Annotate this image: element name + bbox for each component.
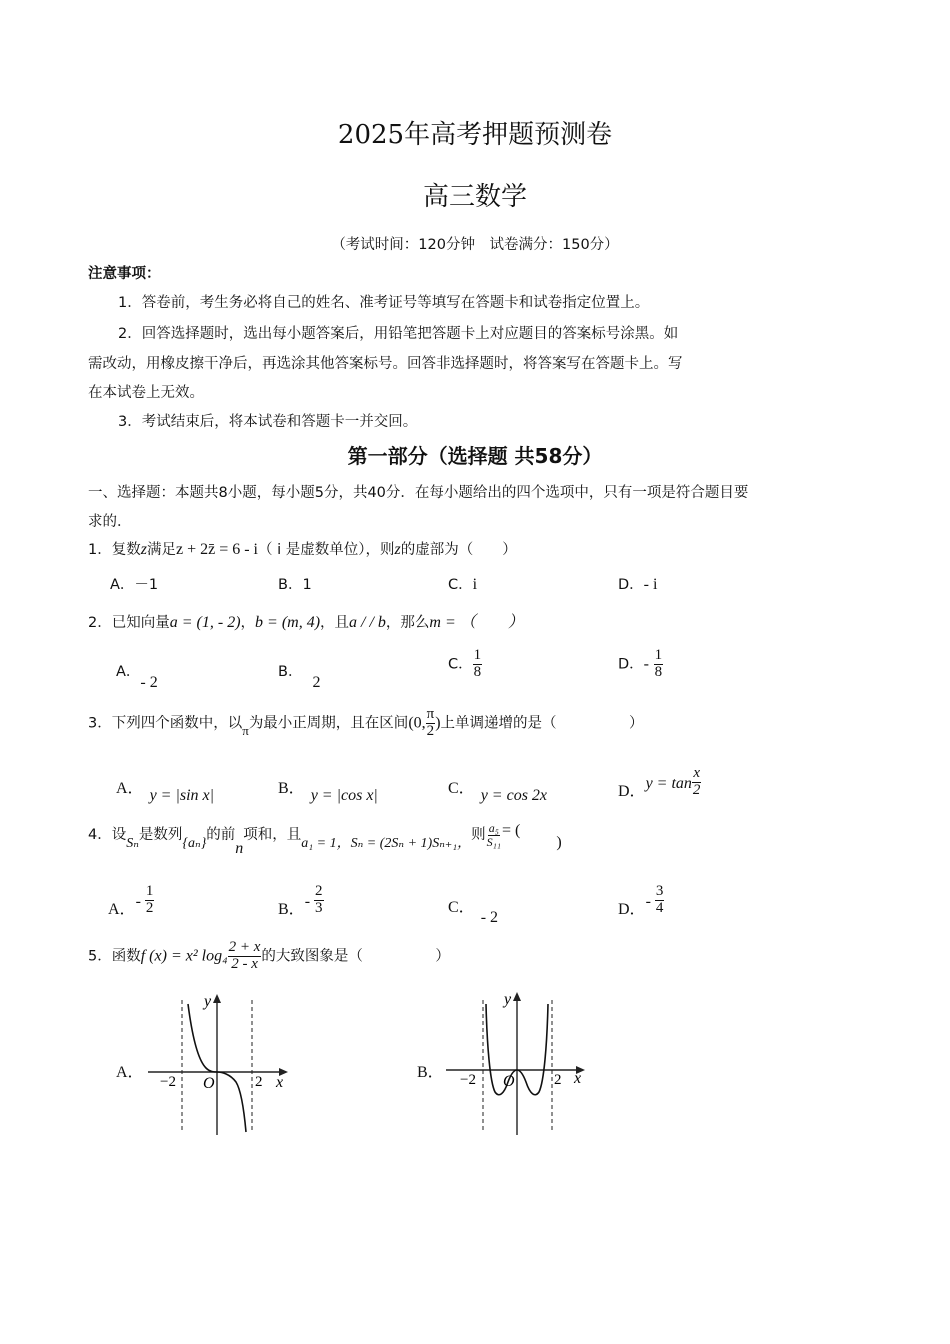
q4-option-b[interactable]	[278, 884, 324, 917]
option-fraction	[655, 884, 665, 917]
question-text: 复数	[111, 542, 141, 558]
y-axis-label: y	[204, 993, 212, 1010]
note-item-3: 3．考试结束后，将本试卷和答题卡一并交回。	[118, 414, 418, 430]
question-number: 3．	[88, 715, 112, 732]
question-text: （ i 是虚数单位），则	[258, 542, 395, 558]
fraction-numerator: 2	[315, 883, 323, 899]
question-text: 项和，且	[243, 827, 302, 844]
condition-formula: z + 2z̄ = 6 - i	[175, 541, 258, 558]
question-text: 设	[111, 827, 127, 844]
question-1	[88, 538, 517, 559]
question-text: 为最小正周期，且在区间	[248, 715, 409, 732]
fraction-numerator: x	[693, 765, 700, 781]
option-fraction	[692, 766, 702, 799]
tick-label-neg2: −2	[460, 1072, 476, 1088]
q5-option-b-graph[interactable]	[440, 990, 600, 1140]
q4-option-c[interactable]	[448, 894, 499, 926]
fraction-denominator: 8	[473, 663, 482, 680]
vector-b: b = (m, 4)	[255, 614, 321, 631]
option-value: - 2	[480, 909, 499, 926]
fraction-numerator: a₅	[488, 821, 499, 835]
fraction-denominator: 2	[145, 899, 154, 916]
note-item-1: 1．答卷前，考生务必将自己的姓名、准考证号等填写在答题卡和试卷指定位置上。	[118, 295, 650, 311]
question-text: 上单调递增的是（ ）	[440, 715, 644, 732]
question-text: 则	[471, 827, 486, 844]
q1-option-a[interactable]: A．－1	[110, 577, 159, 593]
fraction-numerator: 1	[654, 647, 663, 663]
option-label: D．	[618, 577, 644, 593]
fraction-denominator: 3	[315, 899, 323, 916]
var-z: z	[394, 541, 401, 558]
question-4	[88, 821, 562, 858]
question-number: 1．	[88, 542, 112, 558]
question-3	[88, 707, 644, 740]
fraction-denominator: 4	[655, 899, 664, 916]
option-value: - 2	[140, 674, 158, 691]
option-label: A．	[108, 900, 136, 918]
option-label: C．	[448, 899, 475, 916]
option-label: A．	[116, 780, 144, 797]
question-text: 是数列	[138, 827, 183, 844]
option-label: B．	[278, 780, 305, 797]
question-text: 的前	[206, 827, 236, 844]
question-text: ，且	[320, 615, 350, 631]
part1-instructions-line-2: 求的．	[88, 514, 132, 530]
q3-option-b[interactable]	[278, 775, 378, 804]
fraction-denominator: S₁₁	[486, 834, 501, 849]
exam-title: 2025年高考押题预测卷	[337, 120, 613, 150]
log-argument-fraction	[228, 940, 262, 973]
option-value: y = |sin x|	[149, 787, 215, 804]
option-value: y = |cos x|	[310, 787, 378, 804]
option-sign: -	[135, 892, 141, 910]
q2-option-a[interactable]	[116, 660, 158, 691]
option-label: C．	[448, 577, 473, 593]
var-m: m = （ ）	[429, 614, 524, 631]
q2-option-d[interactable]	[618, 648, 663, 681]
q4-option-d[interactable]	[618, 884, 664, 917]
fraction-numerator: 1	[145, 883, 154, 899]
sum-sn: Sₙ	[126, 836, 139, 852]
q3-option-c[interactable]	[448, 775, 548, 804]
fraction-numerator: 1	[473, 647, 482, 663]
q1-option-d[interactable]	[618, 573, 657, 594]
exam-info: （考试时间：120分钟 试卷满分：150分）	[331, 237, 619, 253]
option-label: B．	[278, 664, 303, 680]
fraction-denominator: 8	[654, 663, 663, 680]
option-value: i	[472, 576, 478, 593]
x-axis-label: x	[574, 1070, 582, 1087]
question-text: 函数	[111, 948, 141, 965]
fraction-numerator: 3	[655, 883, 664, 899]
option-value: y = tan	[645, 774, 692, 792]
interval-open: (0,	[408, 714, 426, 732]
question-text: 已知向量	[111, 615, 170, 631]
option-fraction	[473, 648, 483, 681]
question-text: 下列四个函数中，以	[111, 715, 243, 732]
tick-label-neg2: −2	[160, 1074, 176, 1090]
y-axis-arrow	[213, 994, 221, 1003]
option-label: D．	[618, 900, 646, 918]
part1-instructions-line-1: 一、选择题：本题共8小题，每小题5分，共40分．在每小题给出的四个选项中，只有一项是符合题目要	[88, 485, 749, 501]
tick-label-pos2: 2	[255, 1074, 263, 1090]
interval-fraction	[426, 707, 436, 740]
note-item-2-line-2: 需改动，用橡皮擦干净后，再选涂其他答案标号。回答非选择题时，将答案写在答题卡上。写	[88, 356, 683, 372]
sequence-an: {aₙ}	[182, 836, 207, 852]
exam-subject: 高三数学	[422, 182, 527, 212]
fraction-denominator: 2	[692, 781, 701, 798]
function-formula: f (x) = x² log₄	[140, 947, 228, 965]
close-paren: )	[556, 834, 562, 852]
question-text: ，那么	[385, 615, 430, 631]
option-label: D．	[618, 782, 646, 800]
option-value: 2	[312, 674, 321, 691]
option-fraction	[314, 884, 324, 917]
note-item-2-line-3: 在本试卷上无效。	[88, 385, 204, 401]
question-text: 的虚部为（ ）	[400, 542, 517, 558]
question-2: 2．已知向量a = (1, - 2)，b = (m, 4)，且a / / b，那么m = （ ）	[88, 614, 524, 631]
origin-label: O	[203, 1075, 215, 1092]
x-axis-label: x	[276, 1074, 284, 1091]
notes-heading: 注意事项：	[88, 266, 161, 282]
tick-label-pos2: 2	[554, 1072, 562, 1088]
question-text: 满足	[146, 542, 176, 558]
ratio-fraction	[486, 822, 502, 848]
var-z: z	[140, 541, 147, 558]
initial-condition: a₁ = 1，	[301, 836, 351, 852]
option-fraction	[145, 884, 155, 917]
y-axis-label: y	[504, 991, 512, 1008]
q1-option-b[interactable]: B．1	[278, 577, 312, 593]
fraction-denominator: 2	[426, 722, 435, 739]
q2-option-c[interactable]	[448, 648, 482, 681]
origin-label: O	[503, 1073, 515, 1090]
option-value: y = cos 2x	[480, 787, 548, 804]
option-sign: -	[304, 892, 311, 910]
interval-close: )	[435, 714, 441, 732]
option-sign: -	[645, 892, 651, 910]
q5-option-a-label[interactable]: A．	[116, 1064, 144, 1081]
option-fraction	[654, 648, 664, 681]
option-sign: -	[643, 655, 649, 673]
question-5	[88, 940, 450, 973]
q2-option-b[interactable]	[278, 660, 321, 691]
equals-paren: = (	[501, 822, 521, 840]
q3-option-d[interactable]	[618, 766, 701, 799]
q4-option-a[interactable]	[108, 884, 154, 917]
option-label: C．	[448, 780, 475, 797]
q5-option-b-label[interactable]: B．	[417, 1064, 444, 1081]
question-number: 4．	[88, 827, 112, 844]
fraction-denominator: 2 - x	[231, 955, 258, 972]
option-label: D．	[618, 656, 644, 673]
option-label: A．	[116, 664, 141, 680]
option-label: B．	[278, 900, 305, 918]
q5-option-a-graph[interactable]	[140, 990, 300, 1140]
question-text: 的大致图象是（ ）	[261, 948, 450, 965]
option-label: C．	[448, 656, 473, 673]
option-value: - i	[643, 576, 658, 593]
q1-option-c[interactable]	[448, 573, 477, 594]
note-item-2-line-1: 2．回答选择题时，选出每小题答案后，用铅笔把答题卡上对应题目的答案标号涂黑。如	[118, 326, 679, 342]
part1-heading: 第一部分（选择题 共58分）	[347, 444, 603, 468]
question-number: 5．	[88, 948, 112, 965]
parallel-condition: a / / b	[349, 614, 386, 631]
y-axis-arrow	[513, 992, 521, 1001]
recurrence-formula: Sₙ = (2Sₙ + 1)Sₙ₊₁，	[350, 836, 472, 852]
pi-symbol: π	[242, 723, 249, 739]
fraction-numerator: π	[426, 706, 435, 722]
q3-option-a[interactable]	[116, 775, 215, 804]
var-n: n	[235, 840, 244, 858]
vector-a: a = (1, - 2)	[169, 614, 241, 631]
fraction-numerator: 2 + x	[228, 939, 261, 955]
question-number: 2．	[88, 615, 112, 631]
